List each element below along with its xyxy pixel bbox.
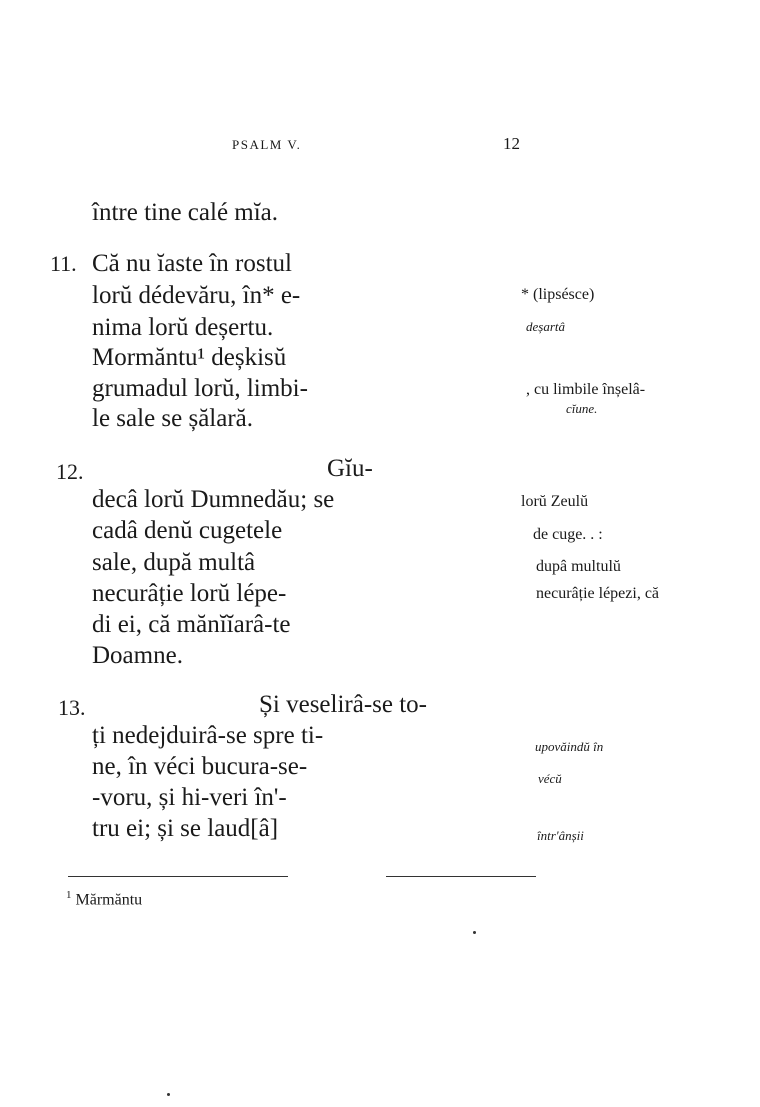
verse-number: 11. [50, 251, 77, 276]
footnote-text: Mărmăntu [75, 891, 143, 909]
verse-line: Mormăntu¹ deșkisŭ [92, 344, 287, 371]
verse-number: 12. [56, 459, 84, 484]
margin-note: deșartâ [526, 319, 565, 334]
verse-line: necurâție lorŭ lépe- [92, 580, 287, 607]
verse-line: Doamne. [92, 642, 183, 669]
verse-line: Că nu ĭaste în rostul [92, 250, 292, 277]
verse-line: nima lorŭ deșertu. [92, 314, 274, 341]
verse-line: di ei, că mănĭĭarâ-te [92, 611, 291, 638]
scan-speck [473, 931, 476, 934]
margin-note: upovăindŭ în [535, 739, 604, 754]
margin-note: vécŭ [538, 771, 562, 786]
verse-line: grumadul lorŭ, limbi- [92, 375, 308, 402]
verse-line: Și veselirâ-se to- [259, 691, 428, 718]
margin-note: de cuge. . : [533, 526, 603, 543]
footnote-rule [68, 876, 288, 877]
margin-note: cĭune. [566, 401, 598, 416]
verse-line: ne, în véci bucura-se- [92, 753, 308, 780]
margin-note: lorŭ Zeulŭ [521, 493, 589, 510]
page-number: 12 [503, 134, 520, 153]
verse-line: -voru, și hi-veri în'- [92, 784, 287, 811]
margin-note: , cu limbile înșelâ- [526, 381, 646, 398]
verse-line: între tine calé mĭa. [92, 199, 279, 226]
scan-speck [167, 1093, 170, 1096]
footnote [66, 889, 142, 909]
verse-line: ți nedejduirâ-se spre ti- [92, 722, 324, 749]
verse-line: le sale se șălară. [92, 405, 254, 432]
margin-rule [386, 876, 536, 877]
verse-line: Gĭu- [327, 455, 373, 482]
verse-line: cadâ denŭ cugetele [92, 517, 283, 544]
verse-line: tru ei; și se laud[â] [92, 815, 279, 842]
verse-line: decâ lorŭ Dumnedău; se [92, 486, 335, 513]
margin-note: într'ânșii [537, 828, 584, 843]
running-header: PSALM V. [232, 137, 302, 152]
margin-note: dupâ multulŭ [536, 558, 621, 575]
margin-note: necurâție lépezi, că [536, 585, 660, 602]
verse-line: lorŭ dédevăru, în* e- [92, 282, 301, 309]
verse-number: 13. [58, 695, 86, 720]
footnote-marker: 1 [66, 889, 72, 901]
verse-line: sale, după multâ [92, 549, 256, 576]
margin-note: * (lipsésce) [521, 286, 595, 303]
